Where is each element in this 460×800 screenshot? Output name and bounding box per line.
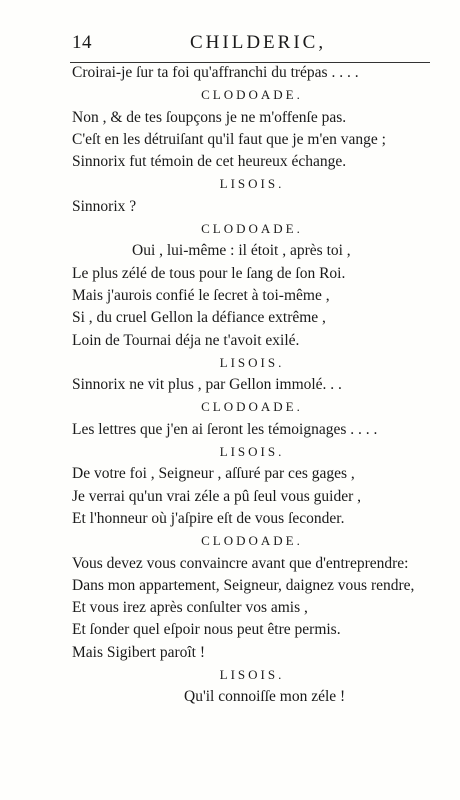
verse-line: Loin de Tournai déja ne t'avoit exilé.	[72, 331, 300, 349]
page-header	[72, 32, 432, 60]
speaker-name: LISOIS.	[219, 354, 285, 370]
verse-line: Sinnorix ?	[72, 197, 137, 215]
speaker-name: LISOIS.	[219, 444, 285, 460]
verse-line: Mais Sigibert paroît !	[72, 643, 206, 661]
running-title: CHILDERIC,	[190, 32, 327, 53]
verse-line: Et l'honneur où j'aſpire eſt de vous ſeconder.	[72, 509, 345, 527]
verse-line: Je verrai qu'un vrai zéle a pû ſeul vous guider ,	[72, 487, 362, 505]
speaker-name: LISOIS.	[219, 176, 285, 192]
verse-line: Si , du cruel Gellon la défiance extrême ,	[72, 309, 326, 327]
speaker-name: CLODOADE.	[201, 533, 303, 549]
verse-line: Qu'il connoiſſe mon zéle !	[184, 688, 346, 706]
speaker-name: CLODOADE.	[201, 399, 303, 415]
verse-line: C'eſt en les détruiſant qu'il faut que je m'en vange ;	[72, 130, 386, 148]
verse-line: Sinnorix ne vit plus , par Gellon immolé. . .	[72, 376, 342, 394]
verse-line: Les lettres que j'en ai ſeront les témoignages . . . .	[72, 420, 378, 438]
verse-line: Dans mon appartement, Seigneur, daignez vous rendre,	[72, 576, 415, 594]
verse-line: Et vous irez après conſulter vos amis ,	[72, 599, 308, 617]
speaker-name: CLODOADE.	[201, 221, 303, 237]
verse-line: Non , & de tes ſoupçons je ne m'offenſe pas.	[72, 108, 347, 126]
verse-line: Croirai-je ſur ta foi qu'affranchi du trépas . . . .	[72, 64, 359, 81]
play-text	[72, 62, 432, 709]
speaker-name: CLODOADE.	[201, 87, 303, 103]
verse-line: Oui , lui-même : il étoit , après toi ,	[132, 242, 351, 260]
verse-line: Le plus zélé de tous pour le ſang de ſon Roi.	[72, 264, 346, 282]
page-number: 14	[72, 32, 92, 53]
verse-line: Sinnorix fut témoin de cet heureux échange.	[72, 153, 347, 171]
verse-line: Vous devez vous convaincre avant que d'entreprendre:	[72, 554, 409, 572]
verse-line: Mais j'aurois confié le ſecret à toi-même ,	[72, 286, 330, 304]
verse-line: Et ſonder quel eſpoir nous peut être permis.	[72, 621, 341, 639]
speaker-name: LISOIS.	[219, 667, 285, 683]
verse-line: De votre foi , Seigneur , aſſuré par ces gages ,	[72, 465, 355, 483]
